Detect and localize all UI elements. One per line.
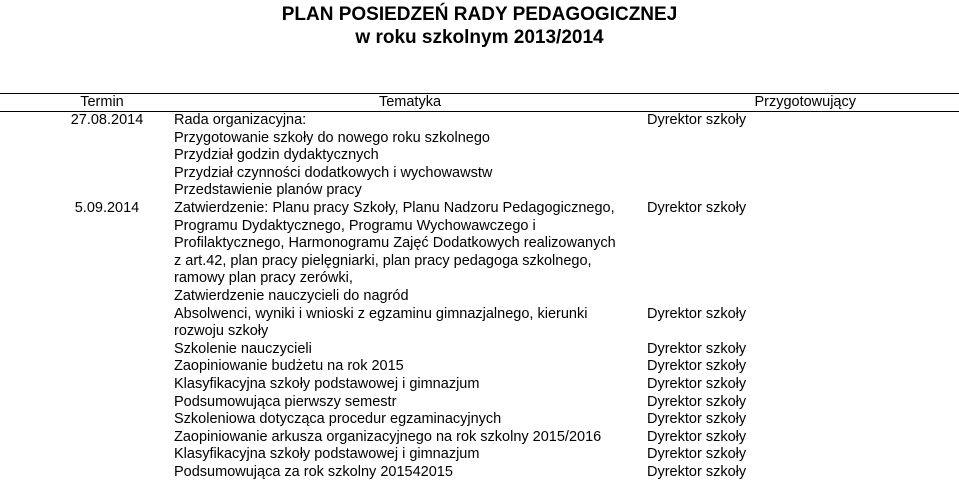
row-responsible: Dyrektor szkoły xyxy=(647,376,747,392)
row-topic-line: Przedstawienie planów pracy xyxy=(174,182,362,199)
row-topic-line: Przydział czynności dodatkowych i wychowawstw xyxy=(174,164,493,181)
row-date: 27.08.2014 xyxy=(70,112,144,128)
page-subtitle: w roku szkolnym 2013/2014 xyxy=(355,27,604,48)
row-responsible: Dyrektor szkoły xyxy=(647,358,747,375)
row-topic-line: Zaopiniowanie budżetu na rok 2015 xyxy=(174,358,404,375)
row-topic-line: Podsumowująca pierwszy semestr xyxy=(174,393,397,410)
row-topic-line: Przygotowanie szkoły do nowego roku szkolnego xyxy=(174,129,490,146)
row-topic-line: z art.42, plan pracy pielęgniarki, plan pracy pedagoga szkolnego, xyxy=(174,252,592,269)
row-responsible: Dyrektor szkoły xyxy=(647,446,747,463)
row-date: 5.09.2014 xyxy=(74,200,140,216)
row-topic-line: Rada organizacyjna: xyxy=(174,112,307,128)
row-responsible: Dyrektor szkoły xyxy=(647,200,747,216)
header-przygotowujacy: Przygotowujący xyxy=(754,94,856,110)
row-topic-line: Klasyfikacyjna szkoły podstawowej i gimnazjum xyxy=(174,376,480,392)
row-responsible: Dyrektor szkoły xyxy=(647,464,747,480)
row-topic-line: Zatwierdzenie: Planu pracy Szkoły, Planu Nadzoru Pedagogicznego, xyxy=(174,200,615,216)
row-topic-line: Przydział godzin dydaktycznych xyxy=(174,147,379,164)
row-topic-line: Profilaktycznego, Harmonogramu Zajęć Dodatkowych realizowanych xyxy=(174,235,616,252)
row-responsible: Dyrektor szkoły xyxy=(647,393,747,410)
row-responsible: Dyrektor szkoły xyxy=(647,112,747,128)
row-topic-line: Zatwierdzenie nauczycieli do nagród xyxy=(174,288,409,304)
header-termin: Termin xyxy=(80,94,124,110)
header-tematyka: Tematyka xyxy=(378,94,442,110)
row-responsible: Dyrektor szkoły xyxy=(647,428,747,445)
row-topic-line: Klasyfikacyjna szkoły podstawowej i gimnazjum xyxy=(174,446,480,463)
page-title: PLAN POSIEDZEŃ RADY PEDAGOGICZNEJ xyxy=(281,4,678,25)
row-topic-line: Zaopiniowanie arkusza organizacyjnego na rok szkolny 2015/2016 xyxy=(174,428,602,445)
row-topic-line: Szkolenie nauczycieli xyxy=(174,340,312,357)
row-responsible: Dyrektor szkoły xyxy=(647,340,747,357)
row-responsible: Dyrektor szkoły xyxy=(647,305,747,322)
row-topic-line: Absolwenci, wyniki i wnioski z egzaminu gimnazjalnego, kierunki xyxy=(174,305,588,322)
row-topic-line: Podsumowująca za rok szkolny 201542015 xyxy=(174,464,453,480)
row-topic-line: Szkoleniowa dotycząca procedur egzaminacyjnych xyxy=(174,411,502,428)
row-topic-line: rozwoju szkoły xyxy=(174,323,269,340)
row-topic-line: ramowy plan pracy zerówki, xyxy=(174,270,353,287)
row-topic-line: Programu Dydaktycznego, Programu Wychowawczego i xyxy=(174,217,536,234)
row-responsible: Dyrektor szkoły xyxy=(647,411,747,428)
